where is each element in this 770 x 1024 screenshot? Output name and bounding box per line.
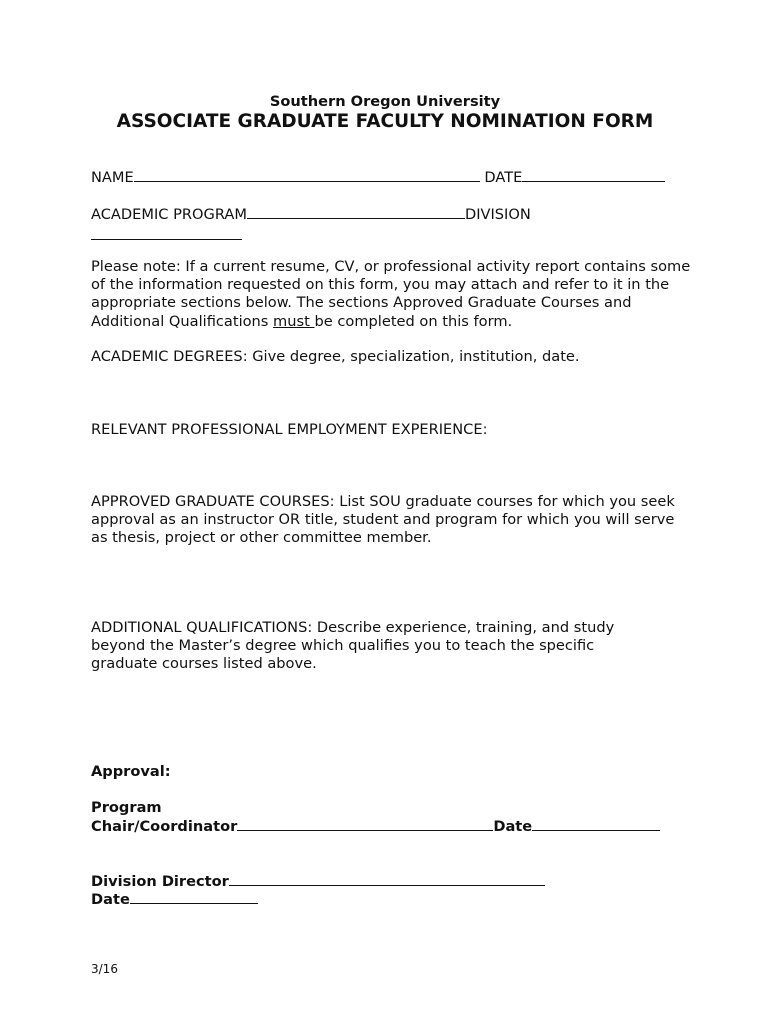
university-name: Southern Oregon University [269,93,501,110]
division-director-signature-line[interactable] [229,872,545,886]
approval-heading: Approval: [91,763,171,780]
form-version: 3/16 [91,962,118,976]
academic-degrees-section: ACADEMIC DEGREES: Give degree, specialization, institution, date. [91,348,580,365]
name-label: NAME [91,169,134,186]
form-title: ASSOCIATE GRADUATE FACULTY NOMINATION FORM [116,111,654,132]
employment-section: RELEVANT PROFESSIONAL EMPLOYMENT EXPERIENCE: [91,421,488,438]
name-input-line[interactable] [134,168,480,182]
division-director-date-line[interactable] [130,890,258,904]
division-input-line[interactable] [91,225,242,240]
approved-courses-section: APPROVED GRADUATE COURSES: List SOU graduate courses for which you seek approval as an instructor OR title, student and program for which you will serve as thesis, project or other committee member. [91,493,675,547]
program-chair-label: Chair/Coordinator [91,818,238,835]
program-chair-date-label: Date [493,818,533,835]
division-director-date-label: Date [91,891,130,908]
note-text-end: be completed on this form. [314,312,513,330]
attachment-note [91,258,691,331]
academic-program-label: ACADEMIC PROGRAM [91,206,247,223]
program-chair-signature-line[interactable] [237,817,493,831]
date-input-line[interactable] [522,168,665,182]
additional-qualifications-section: ADDITIONAL QUALIFICATIONS: Describe experience, training, and study beyond the Master’s degree which qualifies you to teach the specific graduate courses listed above. [91,619,615,673]
division-director-row [91,872,545,891]
academic-program-input-line[interactable] [247,205,465,219]
division-director-label: Division Director [91,873,229,890]
program-field-row [91,205,531,224]
note-text: Please note: If a current resume, CV, or professional activity report contains some of the information requested on this form, you may attach and refer to it in the appropriate sections below. The sections Approved Graduate Courses and Additional Qualifications [91,258,691,330]
program-chair-date-line[interactable] [532,817,660,831]
division-director-date-row [91,890,258,909]
division-label: DIVISION [464,206,531,223]
name-field-row [91,168,665,187]
program-label: Program [91,799,162,816]
date-label: DATE [484,169,523,186]
note-emphasis: must [273,312,315,330]
program-chair-row [91,817,660,836]
